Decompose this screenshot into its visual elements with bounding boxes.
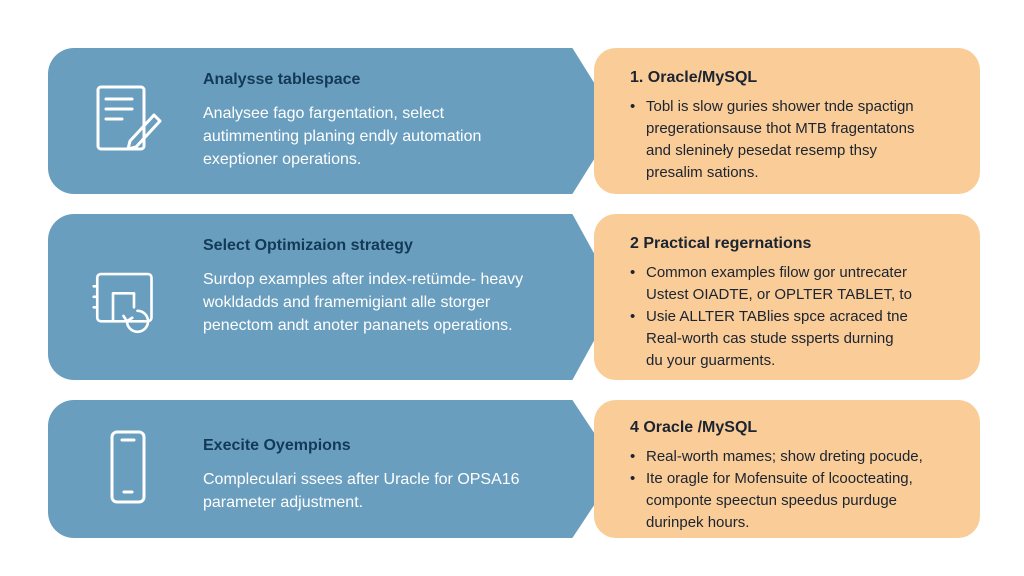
detail-card-content-1 — [630, 68, 960, 184]
step-title: Analysse tablespace — [203, 71, 361, 88]
list-item: • Common examples filow gor untrecater — [630, 262, 960, 284]
list-item: • Usie ALLTER TABlies spce acraced tne — [630, 306, 960, 328]
card-title: 1. Oracle/MySQL — [630, 69, 758, 86]
step-description: Surdop examples after index-retümde- heavy wokldadds and framemigiant alle storger penectom andt anoter pananets operations. — [203, 271, 524, 334]
step-title: Execite Oyempions — [203, 437, 351, 454]
list-item: presalim sations. — [646, 164, 759, 181]
document-edit-icon — [92, 81, 162, 161]
list-item: • Tobl is slow guries shower tnde spactign — [630, 96, 960, 118]
list-item: du your guarments. — [646, 352, 776, 369]
list-item: durinpek hours. — [646, 514, 750, 531]
list-item: • Real-worth mames; show dreting pocude, — [630, 446, 970, 468]
step-text-3 — [203, 436, 543, 514]
step-title: Select Optimizaion strategy — [203, 237, 413, 254]
mobile-phone-icon — [92, 428, 162, 508]
list-item: pregerationsause thot MTB fragentatons — [646, 120, 915, 137]
card-list — [630, 96, 960, 184]
database-refresh-icon — [92, 262, 162, 342]
list-item: and slenineły pesedat resemp thsy — [646, 142, 877, 159]
card-list — [630, 262, 960, 372]
list-item: Ustest OIADTE, or OPLTER TABLET, to — [646, 286, 912, 303]
list-item: • Ite oragle for Mofensuite of lcoocteating, — [630, 468, 970, 490]
detail-card-content-2 — [630, 234, 960, 372]
step-text-2 — [203, 236, 543, 337]
step-row-2 — [0, 214, 1024, 380]
card-title: 4 Oracle /MySQL — [630, 419, 758, 436]
list-item: Real-worth cas stude ssperts durning — [646, 330, 894, 347]
card-list — [630, 446, 970, 534]
step-row-1 — [0, 48, 1024, 194]
list-item: componte speectun speedus purduge — [646, 492, 898, 509]
step-description: Compleculari ssees after Uracle for OPSA16 parameter adjustment. — [203, 471, 520, 511]
card-title: 2 Practical regernations — [630, 235, 812, 252]
step-description: Analysee fago fargentation, select autimmenting planing endly automation exeptioner operations. — [203, 105, 482, 168]
step-text-1 — [203, 70, 543, 171]
detail-card-content-3 — [630, 418, 970, 534]
step-row-3 — [0, 400, 1024, 538]
